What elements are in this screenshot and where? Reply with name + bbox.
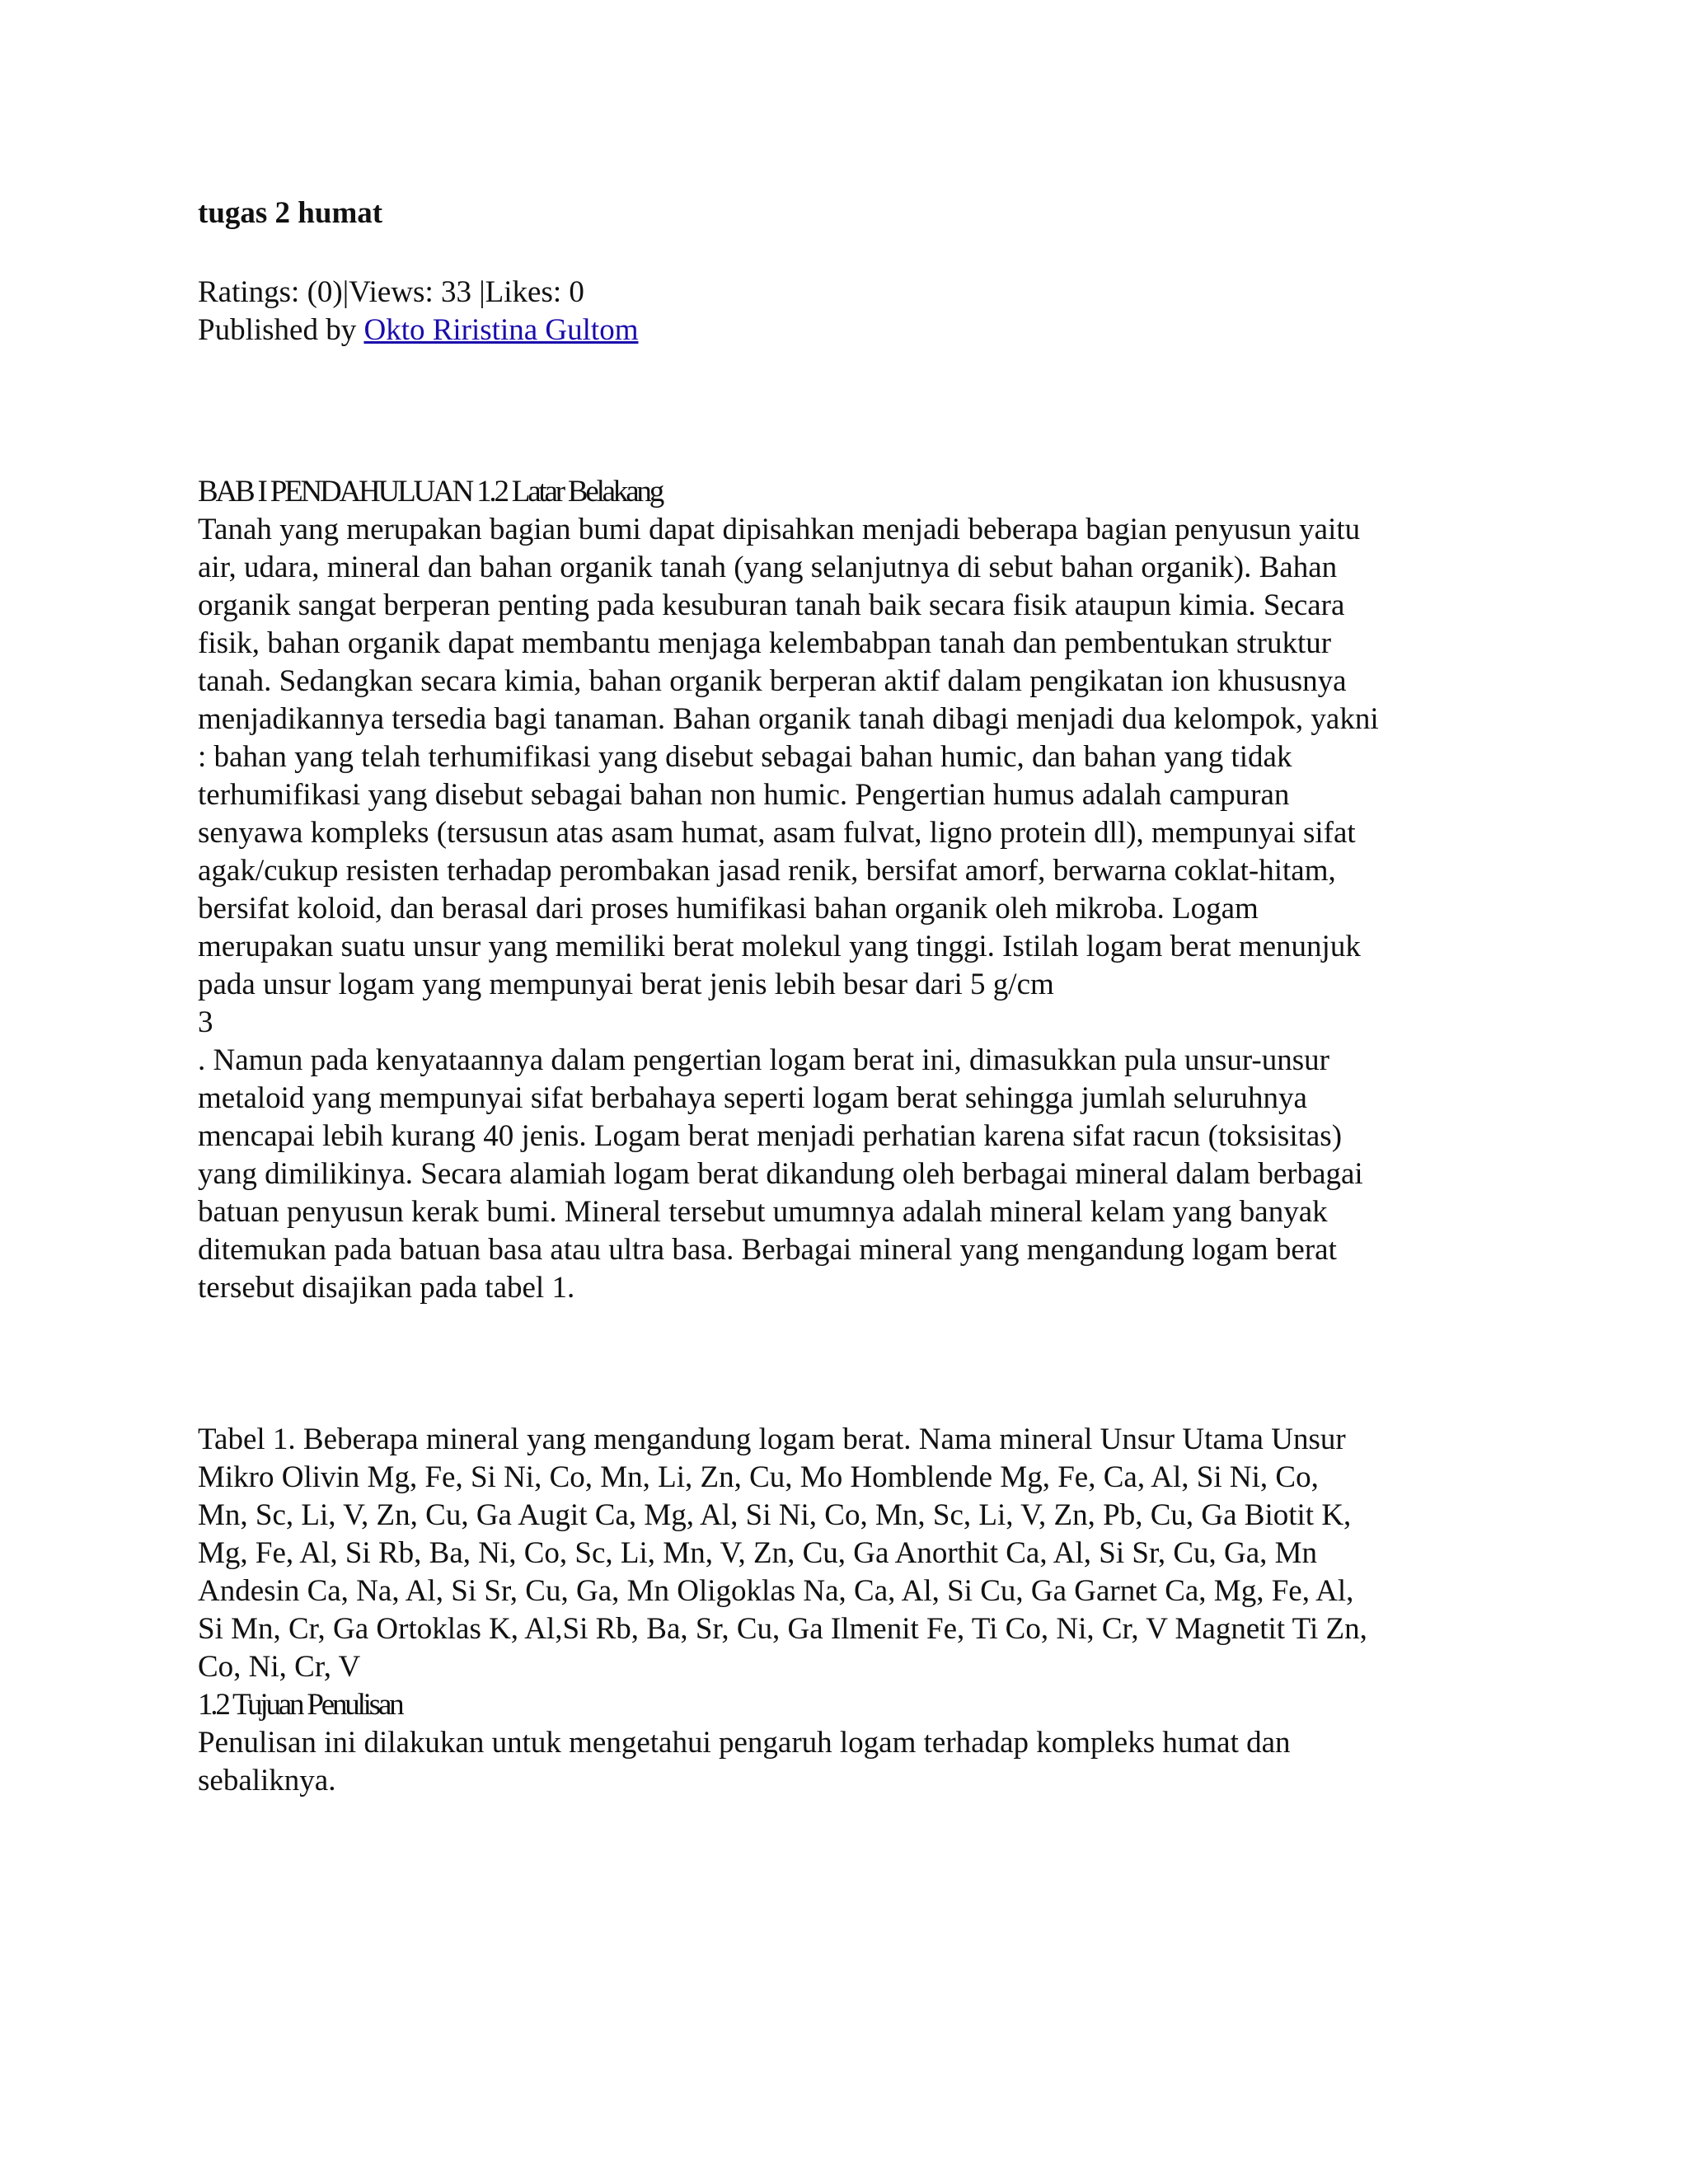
paragraph-line: agak/cukup resisten terhadap perombakan jasad renik, bersifat amorf, berwarna coklat-hitam, <box>198 854 1336 888</box>
paragraph-line: organik sangat berperan penting pada kesuburan tanah baik secara fisik ataupun kimia. Secara <box>198 588 1345 622</box>
paragraph-line: ditemukan pada batuan basa atau ultra basa. Berbagai mineral yang mengandung logam berat <box>198 1233 1337 1267</box>
paragraph-line: fisik, bahan organik dapat membantu menjaga kelembabpan tanah dan pembentukan struktur <box>198 626 1332 660</box>
paragraph-line: sebaliknya. <box>198 1764 336 1797</box>
paragraph-tabel-1 <box>198 1421 1492 1686</box>
paragraph-line: tersebut disajikan pada tabel 1. <box>198 1271 575 1305</box>
table-text-line: Mg, Fe, Al, Si Rb, Ba, Ni, Co, Sc, Li, Mn, V, Zn, Cu, Ga Anorthit Ca, Al, Si Sr, Cu, Ga, Mn <box>198 1536 1318 1570</box>
paragraph-line: air, udara, mineral dan bahan organik tanah (yang selanjutnya di sebut bahan organik). Bahan <box>198 551 1338 584</box>
paragraph-line: Tanah yang merupakan bagian bumi dapat dipisahkan menjadi beberapa bagian penyusun yaitu <box>198 513 1361 546</box>
published-by-line <box>198 312 1492 349</box>
paragraph-line: metaloid yang mempunyai sifat berbahaya seperti logam berat sehingga jumlah seluruhnya <box>198 1081 1307 1115</box>
paragraph-line: mencapai lebih kurang 40 jenis. Logam berat menjadi perhatian karena sifat racun (toksisitas) <box>198 1119 1343 1153</box>
ratings-views-likes: Ratings: (0)|Views: 33 |Likes: 0 <box>198 275 584 309</box>
document-meta <box>198 274 1492 349</box>
paragraph-line: yang dimilikinya. Secara alamiah logam berat dikandung oleh berbagai mineral dalam berbagai <box>198 1157 1363 1191</box>
paragraph-line: terhumifikasi yang disebut sebagai bahan non humic. Pengertian humus adalah campuran <box>198 778 1290 812</box>
section-heading-latar-belakang: BAB I PENDAHULUAN 1.2 Latar Belakang <box>198 475 663 509</box>
paragraph-line: senyawa kompleks (tersusun atas asam humat, asam fulvat, ligno protein dll), mempunyai sifat <box>198 816 1356 850</box>
paragraph-line: pada unsur logam yang mempunyai berat jenis lebih besar dari 5 g/cm <box>198 968 1054 1001</box>
table-text-line: Si Mn, Cr, Ga Ortoklas K, Al,Si Rb, Ba, Sr, Cu, Ga Ilmenit Fe, Ti Co, Ni, Cr, V Magnetit Ti Zn, <box>198 1612 1367 1646</box>
paragraph-line: . Namun pada kenyataannya dalam pengertian logam berat ini, dimasukkan pula unsur-unsur <box>198 1043 1329 1077</box>
section-heading-tujuan-penulisan: 1.2 Tujuan Penulisan <box>198 1688 402 1722</box>
section-tujuan-penulisan <box>198 1686 1492 1800</box>
paragraph-line: tanah. Sedangkan secara kimia, bahan organik berperan aktif dalam pengikatan ion khususnya <box>198 664 1347 698</box>
author-link[interactable]: Okto Riristina Gultom <box>363 313 639 347</box>
paragraph-tujuan-penulisan <box>198 1724 1492 1800</box>
paragraph-line: bersifat koloid, dan berasal dari proses humifikasi bahan organik oleh mikroba. Logam <box>198 892 1259 926</box>
paragraph-line: menjadikannya tersedia bagi tanaman. Bahan organik tanah dibagi menjadi dua kelompok, yakni <box>198 702 1379 736</box>
table-1-text <box>198 1421 1492 1686</box>
document-title: tugas 2 humat <box>198 196 383 230</box>
table-text-line: Mikro Olivin Mg, Fe, Si Ni, Co, Mn, Li, Zn, Cu, Mo Homblende Mg, Fe, Ca, Al, Si Ni, Co, <box>198 1460 1319 1494</box>
paragraph-line: Penulisan ini dilakukan untuk mengetahui pengaruh logam terhadap kompleks humat dan <box>198 1726 1291 1760</box>
section-latar-belakang <box>198 473 1492 1307</box>
document-content <box>198 194 1492 1800</box>
paragraph-latar-belakang <box>198 511 1492 1307</box>
paragraph-line: merupakan suatu unsur yang memiliki berat molekul yang tinggi. Istilah logam berat menunjuk <box>198 930 1361 963</box>
paragraph-line: : bahan yang telah terhumifikasi yang disebut sebagai bahan humic, dan bahan yang tidak <box>198 740 1292 774</box>
table-text-line: Tabel 1. Beberapa mineral yang mengandung logam berat. Nama mineral Unsur Utama Unsur <box>198 1422 1346 1456</box>
paragraph-line: batuan penyusun kerak bumi. Mineral tersebut umumnya adalah mineral kelam yang banyak <box>198 1195 1328 1229</box>
superscript-three: 3 <box>198 1005 213 1039</box>
table-text-line: Andesin Ca, Na, Al, Si Sr, Cu, Ga, Mn Oligoklas Na, Ca, Al, Si Cu, Ga Garnet Ca, Mg, Fe, Al, <box>198 1574 1354 1608</box>
table-text-line: Mn, Sc, Li, V, Zn, Cu, Ga Augit Ca, Mg, Al, Si Ni, Co, Mn, Sc, Li, V, Zn, Pb, Cu, Ga Biotit K, <box>198 1498 1352 1532</box>
table-text-line: Co, Ni, Cr, V <box>198 1650 361 1684</box>
published-prefix: Published by <box>198 313 364 347</box>
